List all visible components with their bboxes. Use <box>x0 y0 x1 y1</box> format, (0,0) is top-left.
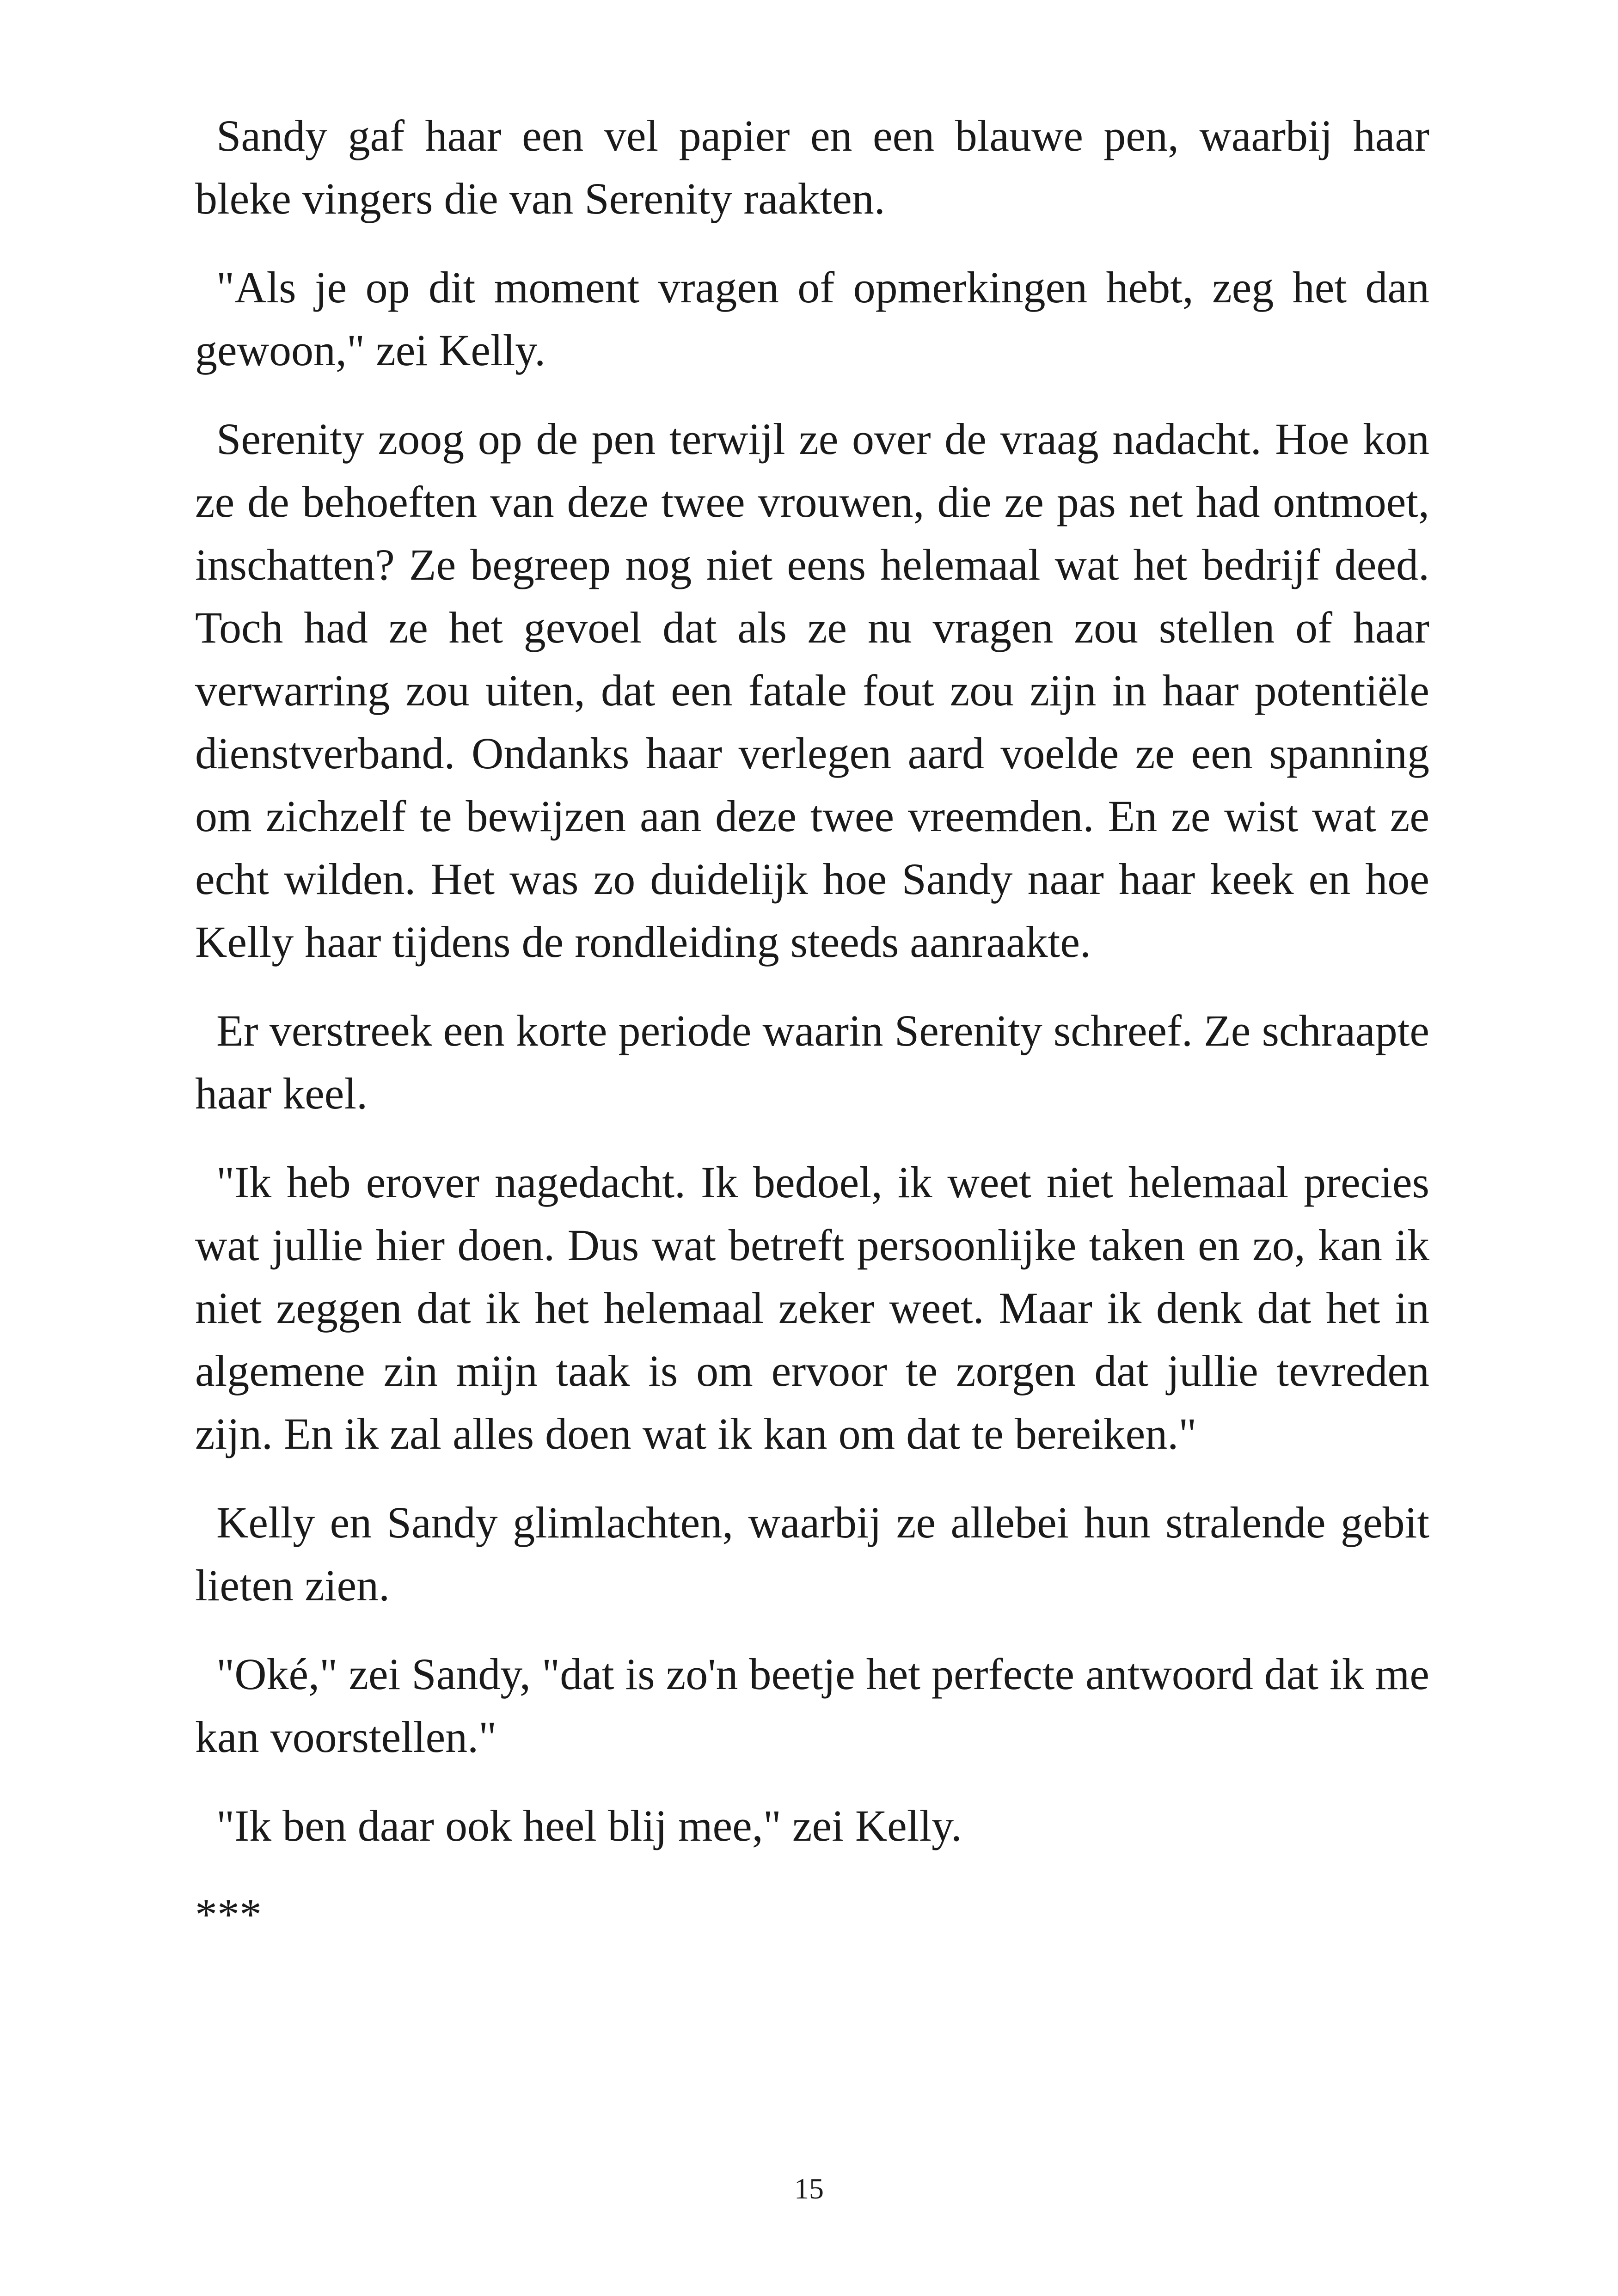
paragraph: Er verstreek een korte periode waarin Serenity schreef. Ze schraapte haar keel. <box>195 1006 1429 1118</box>
section-separator: *** <box>195 1890 262 1939</box>
paragraph: "Ik heb erover nagedacht. Ik bedoel, ik weet niet helemaal precies wat jullie hier doen. Dus wat betreft persoonlijke taken en zo, kan ik niet zeggen dat ik het helemaal zeker weet. Maar ik denk dat het in algemene zin mijn taak is om ervoor te zorgen dat jullie tevreden zijn. En ik zal alles doen wat ik kan om dat te bereiken." <box>195 1157 1429 1458</box>
paragraph: "Ik ben daar ook heel blij mee," zei Kelly. <box>216 1801 962 1850</box>
paragraph: "Oké," zei Sandy, "dat is zo'n beetje het perfecte antwoord dat ik me kan voorstellen." <box>195 1649 1429 1762</box>
paragraph: Sandy gaf haar een vel papier en een blauwe pen, waarbij haar bleke vingers die van Serenity raakten. <box>195 111 1429 223</box>
paragraph: Kelly en Sandy glimlachten, waarbij ze allebei hun stralende gebit lieten zien. <box>195 1498 1429 1610</box>
body-text <box>195 104 1429 1946</box>
paragraph: Serenity zoog op de pen terwijl ze over de vraag nadacht. Hoe kon ze de behoeften van deze twee vrouwen, die ze pas net had ontmoet, inschatten? Ze begreep nog niet eens helemaal wat het bedrijf deed. Toch had ze het gevoel dat als ze nu vragen zou stellen of haar verwarring zou uiten, dat een fatale fout zou zijn in haar potentiële dienstverband. Ondanks haar verlegen aard voelde ze een spanning om zichzelf te bewijzen aan deze twee vreemden. En ze wist wat ze echt wilden. Het was zo duidelijk hoe Sandy naar haar keek en hoe Kelly haar tijdens de rondleiding steeds aanraakte. <box>195 414 1429 967</box>
page-number: 15 <box>794 2172 824 2205</box>
paragraph: "Als je op dit moment vragen of opmerkingen hebt, zeg het dan gewoon," zei Kelly. <box>195 263 1429 375</box>
